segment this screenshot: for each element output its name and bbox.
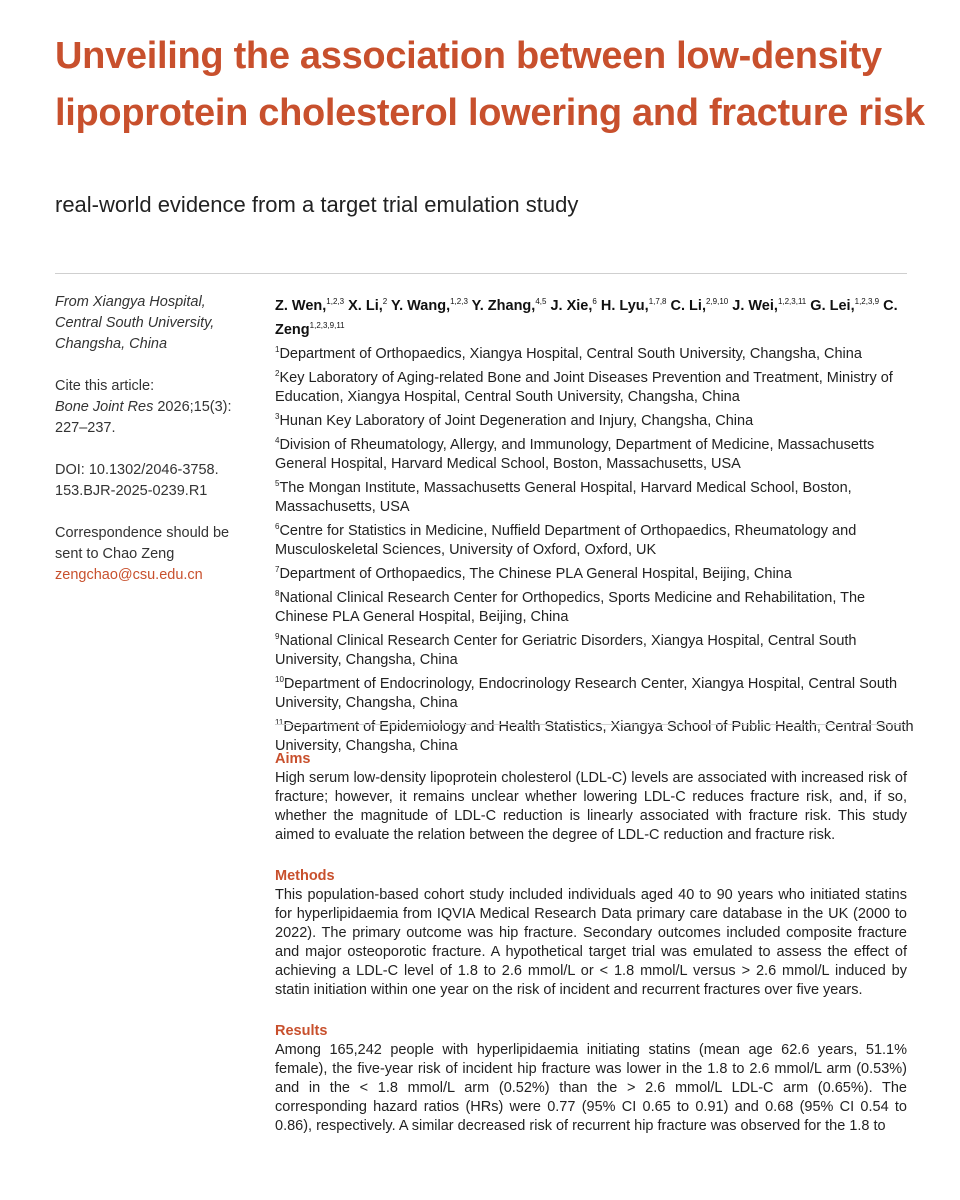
author-name: C. Zeng	[275, 298, 898, 338]
aims-text: High serum low-density lipoprotein cholesterol (LDL-C) levels are associated with increased risk of fracture; however, it remains unclear whether lowering LDL-C reduces fracture risk, and, if so, whether the magnitude of LDL-C reduction is linearly associated with fracture risk. This study aimed to evaluate the relation between the degree of LDL-C reduction and fracture risk.	[275, 770, 907, 843]
affiliation-number: 9	[275, 632, 280, 641]
correspondence-line: sent to Chao Zeng	[55, 546, 175, 562]
author-affiliation-marker: 1,7,8	[648, 297, 667, 306]
affiliation-item	[275, 340, 915, 364]
author-affiliation-marker: 1,2,3,11	[777, 297, 807, 306]
affiliation-item	[275, 627, 915, 670]
cite-label: Cite this article:	[55, 378, 155, 394]
author-name: J. Wei,	[732, 298, 778, 314]
article-subtitle: real-world evidence from a target trial emulation study	[55, 192, 579, 217]
author-name: X. Li,	[348, 298, 383, 314]
institution-line: Changsha, China	[55, 336, 168, 352]
affiliation-number: 4	[275, 436, 280, 445]
affiliation-number: 10	[275, 675, 284, 684]
affiliation-number: 2	[275, 369, 280, 378]
author-name: Y. Wang,	[391, 298, 451, 314]
cite-details: 2026;15(3):	[153, 399, 232, 415]
affiliation-text: Department of Endocrinology, Endocrinology Research Center, Xiangya Hospital, Central South University, Changsha, China	[275, 676, 898, 711]
author-affiliation-marker: 4,5	[535, 297, 547, 306]
methods-heading: Methods	[275, 868, 335, 884]
author-affiliation-marker: 1,2,3	[326, 297, 345, 306]
affiliation-item	[275, 584, 915, 627]
affiliation-text: Centre for Statistics in Medicine, Nuffield Department of Orthopaedics, Rheumatology and Musculoskeletal Sciences, University of Oxford, Oxford, UK	[275, 523, 857, 558]
author-affiliation-marker: 2,9,10	[705, 297, 729, 306]
affiliation-text: Division of Rheumatology, Allergy, and Immunology, Department of Medicine, Massachusetts General Hospital, Harvard Medical School, Boston, Massachusetts, USA	[275, 437, 875, 472]
author-affiliation-marker: 1,2,3,9	[854, 297, 880, 306]
affiliation-item	[275, 560, 915, 584]
affiliation-number: 11	[275, 718, 284, 727]
results-heading: Results	[275, 1023, 328, 1039]
aims-heading: Aims	[275, 751, 311, 767]
affiliation-text: The Mongan Institute, Massachusetts General Hospital, Harvard Medical School, Boston, Massachusetts, USA	[275, 480, 852, 515]
affiliation-text: Hunan Key Laboratory of Joint Degeneration and Injury, Changsha, China	[279, 413, 754, 429]
doi-line: DOI: 10.1302/2046-3758.	[55, 462, 219, 478]
author-name: H. Lyu,	[600, 298, 649, 314]
author-name: Z. Wen,	[275, 298, 327, 314]
affiliation-item	[275, 517, 915, 560]
cite-pages: 227–237.	[55, 420, 116, 436]
author-name: G. Lei,	[810, 298, 855, 314]
author-name: J. Xie,	[550, 298, 593, 314]
divider-top	[55, 273, 907, 274]
affiliation-item	[275, 474, 915, 517]
article-sidebar	[55, 292, 255, 607]
affiliation-text: Key Laboratory of Aging-related Bone and Joint Diseases Prevention and Treatment, Ministry of Education, Xiangya Hospital, Central South University, Changsha, China	[275, 370, 893, 405]
affiliation-list	[275, 340, 915, 756]
affiliation-item	[275, 431, 915, 474]
author-name: C. Li,	[670, 298, 706, 314]
author-affiliation-marker: 2	[382, 297, 388, 306]
correspondence-email-link[interactable]: zengchao@csu.edu.cn	[55, 567, 203, 583]
institution-line: From Xiangya Hospital,	[55, 294, 206, 310]
doi-block	[55, 460, 255, 502]
institution-note	[55, 292, 255, 355]
affiliation-text: Department of Orthopaedics, Xiangya Hospital, Central South University, Changsha, China	[279, 346, 862, 362]
affiliation-item	[275, 364, 915, 407]
affiliation-number: 8	[275, 589, 280, 598]
affiliation-number: 5	[275, 479, 280, 488]
author-list	[275, 292, 910, 340]
affiliation-text: Department of Epidemiology and Health Statistics, Xiangya School of Public Health, Central South University, Changsha, China	[275, 719, 914, 754]
affiliation-item	[275, 407, 915, 431]
author-affiliation-marker: 1,2,3	[450, 297, 468, 306]
author-affiliation-marker: 1,2,3,9,11	[309, 321, 345, 330]
affiliation-number: 3	[275, 412, 280, 421]
affiliation-text: Department of Orthopaedics, The Chinese PLA General Hospital, Beijing, China	[279, 566, 792, 582]
affiliation-text: National Clinical Research Center for Orthopedics, Sports Medicine and Rehabilitation, The Chinese PLA General Hospital, Beijing, China	[275, 590, 866, 625]
affiliation-number: 6	[275, 522, 280, 531]
divider-abstract	[275, 724, 907, 725]
article-title: Unveiling the association between low-density lipoprotein cholesterol lowering and fracture risk	[55, 35, 925, 134]
doi-line: 153.BJR-2025-0239.R1	[55, 483, 208, 499]
affiliation-item	[275, 670, 915, 713]
correspondence-line: Correspondence should be	[55, 525, 230, 541]
cite-journal: Bone Joint Res	[55, 399, 154, 415]
affiliation-number: 1	[275, 345, 280, 354]
correspondence-block	[55, 523, 255, 586]
abstract	[275, 750, 907, 1136]
results-text: Among 165,242 people with hyperlipidaemia initiating statins (mean age 62.6 years, 51.1% female), the five-year risk of incident hip fracture was lower in the 1.8 to 2.6 mmol/L arm (0.53%) and in the < 1.8 mmol/L arm (0.52%) than the > 2.6 mmol/L LDL-C arm (0.65%). The corresponding hazard ratios (HRs) were 0.77 (95% CI 0.65 to 0.91) and 0.68 (95% CI 0.54 to 0.86), respectively. A similar decreased risk of recurrent hip fracture was observed for the 1.8 to	[275, 1042, 907, 1134]
author-affiliation-marker: 6	[592, 297, 597, 306]
author-name: Y. Zhang,	[471, 298, 536, 314]
affiliation-text: National Clinical Research Center for Geriatric Disorders, Xiangya Hospital, Central South University, Changsha, China	[275, 633, 857, 668]
methods-text: This population-based cohort study included individuals aged 40 to 90 years who initiated statins for hyperlipidaemia from IQVIA Medical Research Data primary care database in the UK (2000 to 2022). The primary outcome was hip fracture. Secondary outcomes included composite fracture and major osteoporotic fracture. A hypothetical target trial was emulated to assess the effect of achieving a LDL-C level of 1.8 to 2.6 mmol/L or < 1.8 mmol/L versus > 2.6 mmol/L induced by statin initiation within one year on the risk of incident and recurrent fractures over five years.	[275, 887, 907, 998]
institution-line: Central South University,	[55, 315, 215, 331]
affiliation-number: 7	[275, 565, 280, 574]
citation-block	[55, 376, 255, 439]
